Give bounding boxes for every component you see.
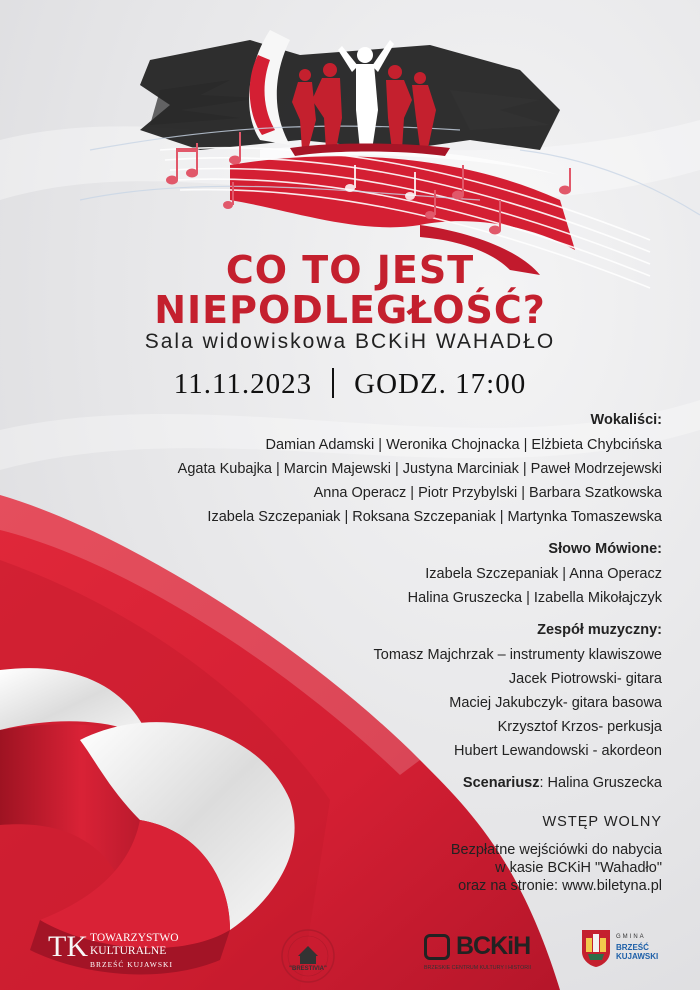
entry-line-website: oraz na stronie: www.biletyna.pl xyxy=(458,878,662,894)
event-title-line-2: NIEPODLEGŁOŚĆ? xyxy=(154,288,546,332)
band-member: Maciej Jakubczyk- gitara basowa xyxy=(449,695,662,711)
vocalists-line: Anna Operacz | Piotr Przybylski | Barbara Szatkowska xyxy=(313,485,662,501)
tk-monogram: TK xyxy=(48,930,88,963)
tk-name xyxy=(90,932,179,971)
gmina-line: KUJAWSKI xyxy=(616,952,659,961)
bckih-mark-icon xyxy=(424,934,450,960)
band-member: Krzysztof Krzos- perkusja xyxy=(497,719,662,735)
entry-line: Bezpłatne wejściówki do nabycia xyxy=(450,842,662,858)
vocalists-heading: Wokaliści: xyxy=(590,412,662,428)
tk-line: TOWARZYSTWO xyxy=(90,932,179,944)
event-title-line-1: CO TO JEST xyxy=(225,248,475,292)
entry-line: w kasie BCKiH "Wahadło" xyxy=(495,860,662,876)
event-date: 11.11.2023 xyxy=(173,368,313,400)
tk-line: BRZEŚĆ KUJAWSKI xyxy=(90,960,173,969)
credits xyxy=(62,412,662,895)
bckih-name: BCKiH xyxy=(456,932,531,960)
scenario xyxy=(62,775,662,791)
free-entry: WSTĘP WOLNY xyxy=(542,814,662,830)
orchestra-name: "BRESTIVIA" xyxy=(289,966,327,972)
logo-gmina-brzesc xyxy=(580,928,670,972)
date-time xyxy=(0,368,700,401)
vocalists-line: Izabela Szczepaniak | Roksana Szczepaniak | Martynka Tomaszewska xyxy=(207,509,662,525)
bckih-subtitle: BRZESKIE CENTRUM KULTURY I HISTORII xyxy=(424,965,532,971)
vocalists-line: Damian Adamski | Weronika Chojnacka | Elżbieta Chybcińska xyxy=(265,437,662,453)
tk-line: KULTURALNE xyxy=(90,945,167,957)
logo-orchestra-brestivia xyxy=(278,926,338,986)
spoken-word-heading: Słowo Mówione: xyxy=(548,541,662,557)
venue: Sala widowiskowa BCKiH WAHADŁO xyxy=(144,330,556,353)
vocalists-section xyxy=(62,412,662,529)
band-member: Tomasz Majchrzak – instrumenty klawiszowe xyxy=(373,647,662,663)
date-separator xyxy=(332,368,334,398)
band-member: Hubert Lewandowski - akordeon xyxy=(454,743,662,759)
logo-towarzystwo-kulturalne xyxy=(48,928,183,968)
scenario-label: Scenariusz xyxy=(462,775,540,791)
band-member: Jacek Piotrowski- gitara xyxy=(508,671,662,687)
entry-info xyxy=(62,813,662,895)
logo-bckih xyxy=(424,930,544,974)
band-heading: Zespół muzyczny: xyxy=(537,622,662,638)
band-section xyxy=(62,622,662,763)
gmina-name xyxy=(616,943,658,961)
orchestra-seal-icon xyxy=(278,926,338,986)
spoken-word-line: Izabela Szczepaniak | Anna Operacz xyxy=(425,566,662,582)
gmina-line: BRZEŚĆ xyxy=(616,943,649,952)
crest-icon xyxy=(580,928,612,968)
spoken-word-line: Halina Gruszecka | Izabella Mikołajczyk xyxy=(407,590,662,606)
scenario-value: : Halina Gruszecka xyxy=(539,775,662,791)
gmina-label: GMINA xyxy=(616,934,646,940)
event-time: GODZ. 17:00 xyxy=(354,368,527,400)
spoken-word-section xyxy=(62,541,662,610)
vocalists-line: Agata Kubajka | Marcin Majewski | Justyna Marciniak | Paweł Modrzejewski xyxy=(177,461,662,477)
